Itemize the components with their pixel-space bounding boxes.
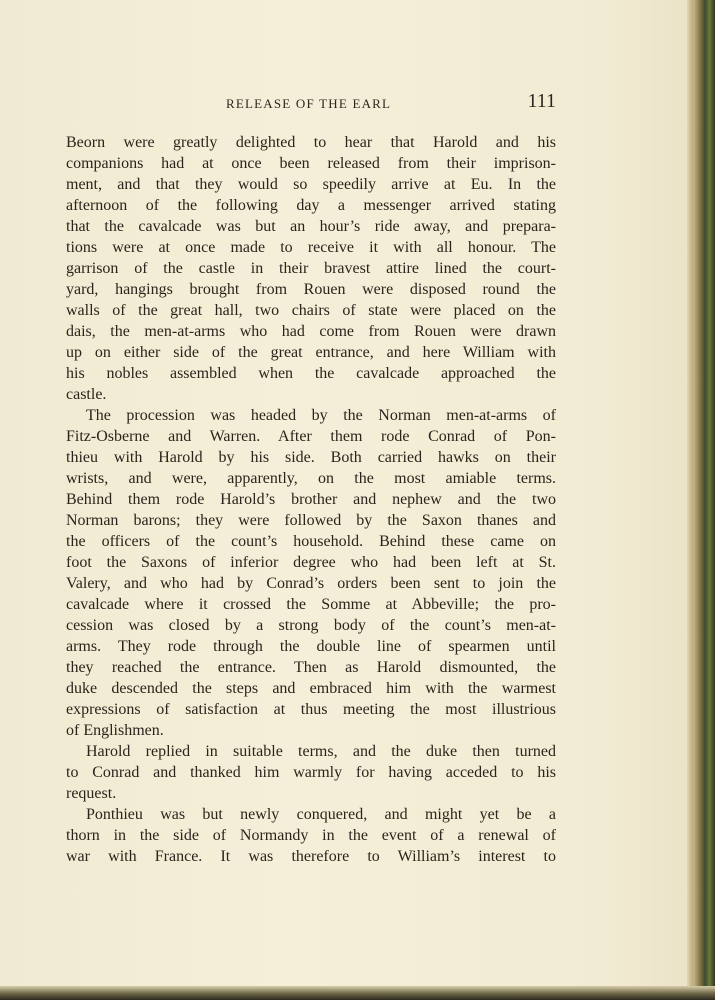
text-line: Behind them rode Harold’s brother and nephew and the two [66,491,556,508]
text-line: to Conrad and thanked him warmly for having acceded to his [66,764,556,781]
text-line: request. [66,785,117,802]
text-line: Norman barons; they were followed by the Saxon thanes and [66,512,556,529]
text-line: walls of the great hall, two chairs of state were placed on the [66,302,556,319]
text-line: arms. They rode through the double line of spearmen until [66,638,556,655]
text-line: thorn in the side of Normandy in the event of a renewal of [66,827,556,844]
text-line: dais, the men-at-arms who had come from Rouen were drawn [66,323,556,340]
text-line: tions were at once made to receive it with all honour. The [66,239,556,256]
text-line: duke descended the steps and embraced him with the warmest [66,680,556,697]
text-line: cavalcade where it crossed the Somme at Abbeville; the pro- [66,596,556,613]
text-line: war with France. It was therefore to William’s interest to [66,848,556,865]
text-line: expressions of satisfaction at thus meeting the most illustrious [66,701,556,718]
text-line: The procession was headed by the Norman men-at-arms of [86,407,556,424]
text-line: foot the Saxons of inferior degree who had been left at St. [66,554,556,571]
text-line: afternoon of the following day a messenger arrived stating [66,197,556,214]
text-line: of Englishmen. [66,722,164,739]
text-line: thieu with Harold by his side. Both carried hawks on their [66,449,556,466]
text-line: yard, hangings brought from Rouen were disposed round the [66,281,556,298]
book-spine [693,0,715,1000]
text-line: the officers of the count’s household. Behind these came on [66,533,556,550]
text-line: Harold replied in suitable terms, and the duke then turned [86,743,556,760]
text-line: Valery, and who had by Conrad’s orders been sent to join the [66,575,556,592]
body-text [66,132,556,867]
text-line: castle. [66,386,107,403]
text-line: wrists, and were, apparently, on the most amiable terms. [66,470,556,487]
text-line: they reached the entrance. Then as Harold dismounted, the [66,659,556,676]
text-line: Ponthieu was but newly conquered, and might yet be a [86,806,556,823]
running-title: RELEASE OF THE EARL [226,96,392,111]
text-line: Fitz-Osberne and Warren. After them rode Conrad of Pon- [66,428,556,445]
text-line: Beorn were greatly delighted to hear that Harold and his [66,134,556,151]
text-line: up on either side of the great entrance, and here William with [66,344,556,361]
running-head [66,90,556,116]
text-line: companions had at once been released from their imprison- [66,155,556,172]
page-bottom-edge [0,986,715,1000]
text-line: his nobles assembled when the cavalcade approached the [66,365,556,382]
text-line: that the cavalcade was but an hour’s ride away, and prepara- [66,218,556,235]
page-number: 111 [527,90,556,112]
text-line: ment, and that they would so speedily arrive at Eu. In the [66,176,556,193]
text-line: cession was closed by a strong body of the count’s men-at- [66,617,556,634]
text-line: garrison of the castle in their bravest attire lined the court- [66,260,556,277]
